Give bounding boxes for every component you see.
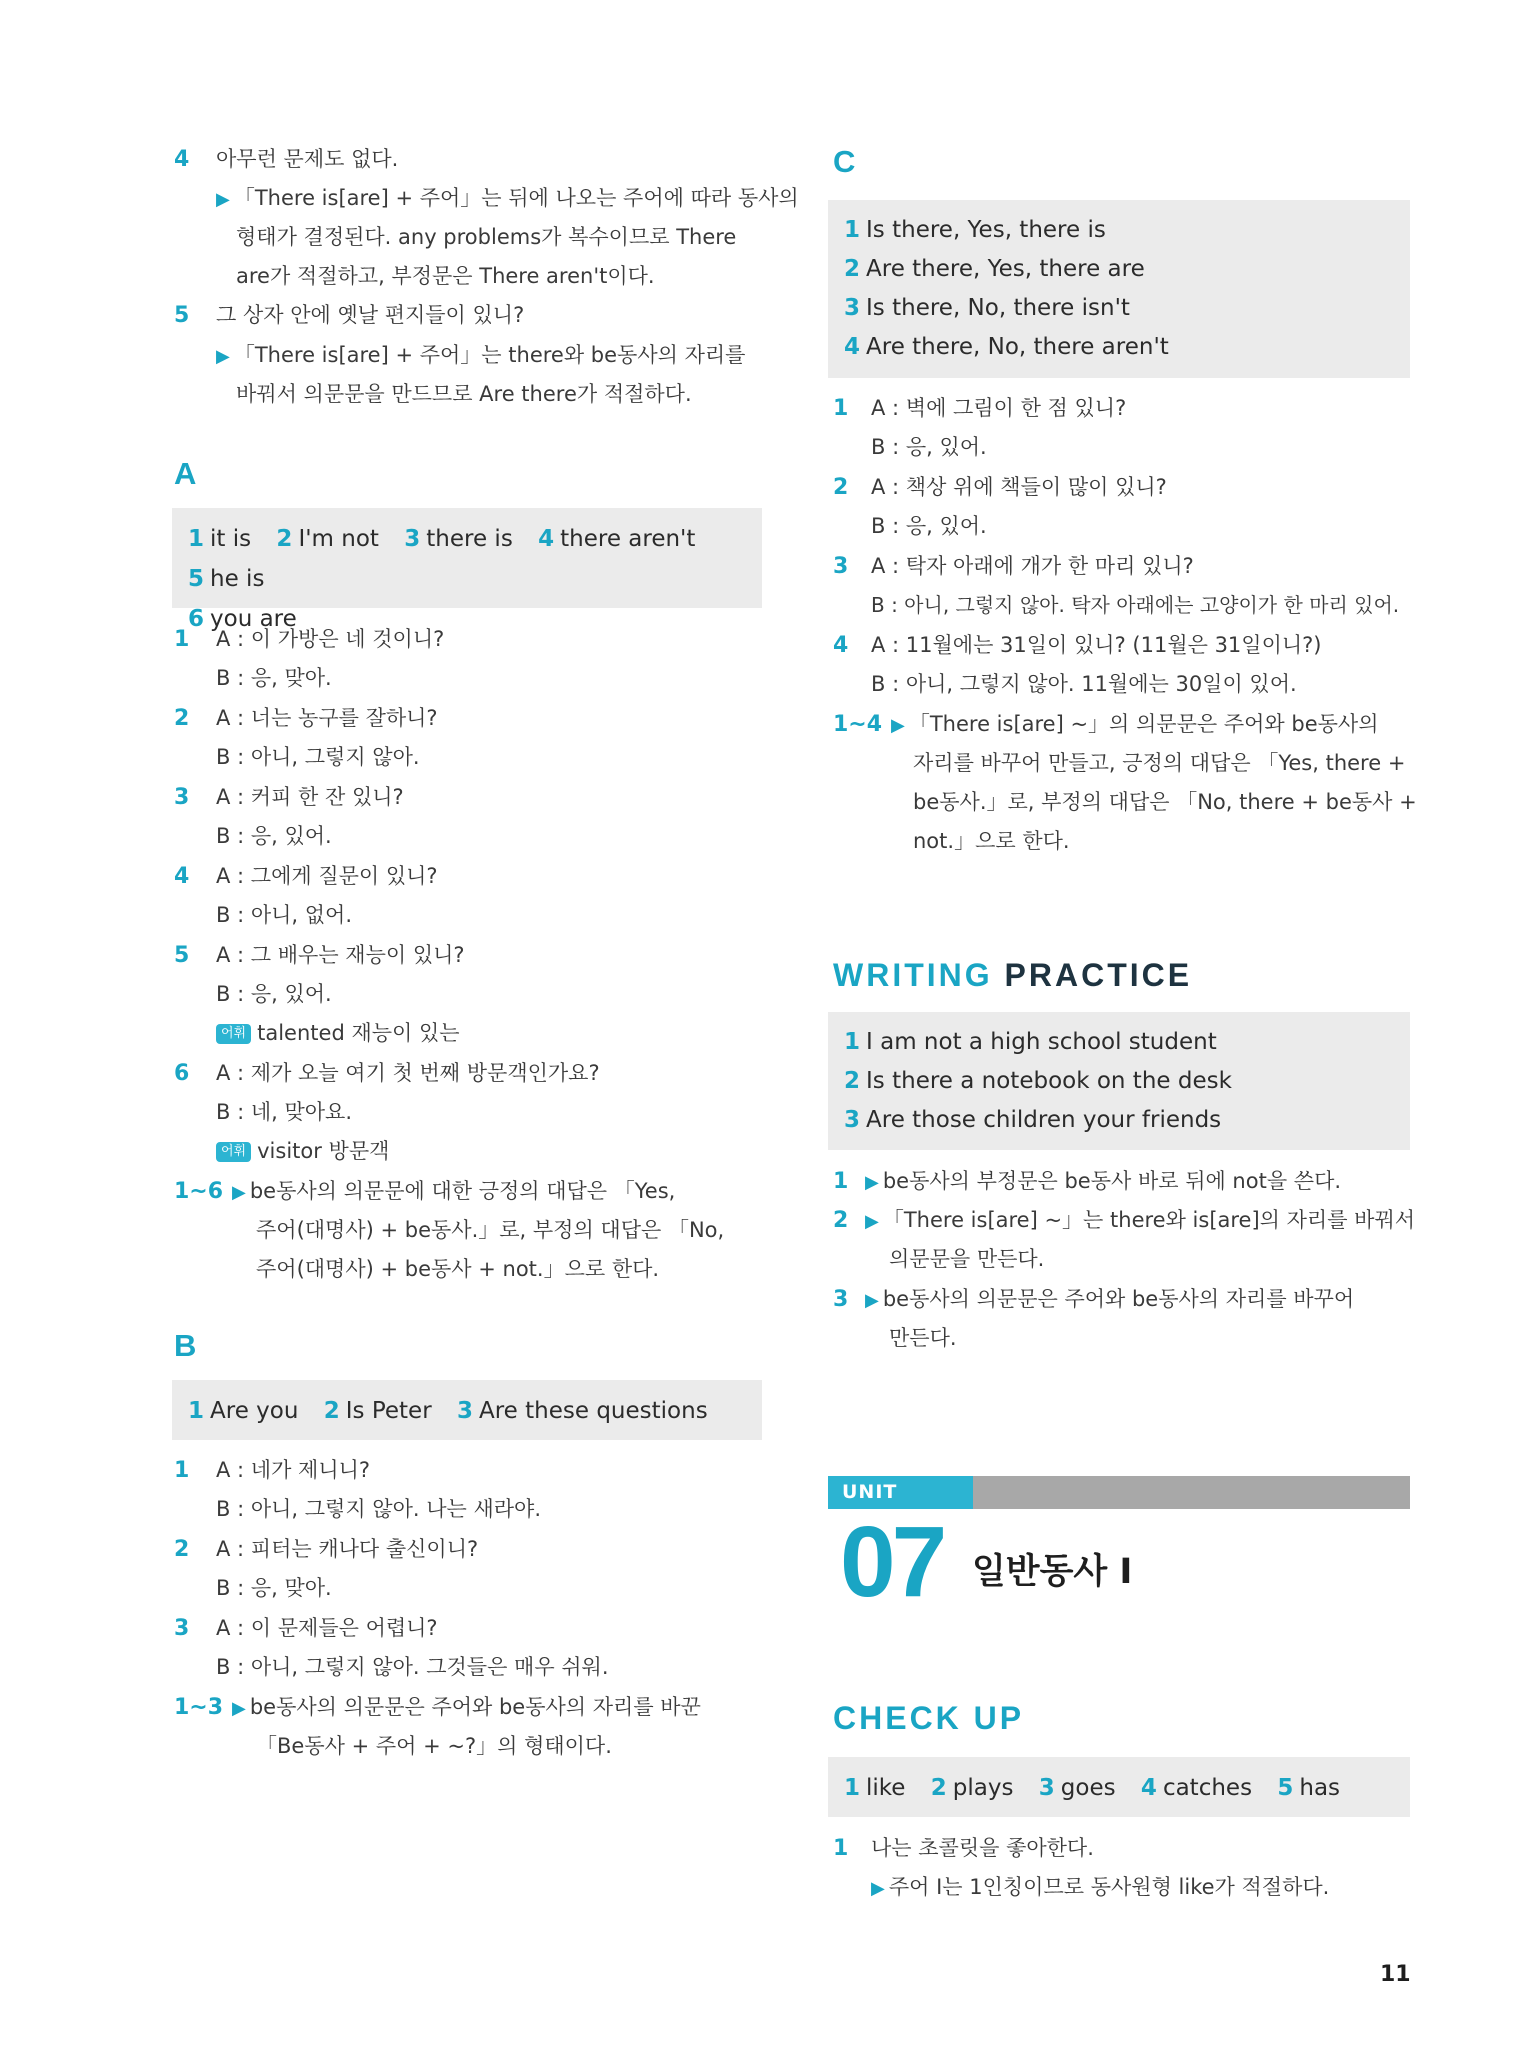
note-line: ▶ be동사의 부정문은 be동사 바로 뒤에 not을 쓴다.: [865, 1169, 1342, 1193]
dialog-a: A : 그 배우는 재능이 있니?: [216, 943, 465, 967]
item-number: 4: [833, 633, 849, 658]
unit-number: 07: [840, 1506, 944, 1618]
dialog-a: A : 너는 농구를 잘하니?: [216, 706, 438, 730]
dialog-b: B : 응, 있어.: [871, 435, 987, 459]
item-number: 2: [833, 475, 849, 500]
note-line: ▶ 「There is[are] + 주어」는 뒤에 나오는 주어에 따라 동사의: [216, 186, 799, 210]
note-line: not.」으로 한다.: [913, 829, 1070, 853]
dialog-a: A : 제가 오늘 여기 첫 번째 방문객인가요?: [216, 1061, 600, 1085]
note-line: 주어(대명사) + be동사.」로, 부정의 대답은 「No,: [256, 1218, 725, 1242]
item-number: 3: [833, 1287, 849, 1312]
note-line: 만든다.: [889, 1326, 957, 1350]
vocab-tag: 어휘: [216, 1024, 251, 1044]
note-line: 의문문을 만든다.: [889, 1247, 1045, 1271]
item-number: 1: [174, 1458, 190, 1483]
item-number: 4: [174, 864, 190, 889]
dialog-b: B : 아니, 그렇지 않아. 그것들은 매우 쉬워.: [216, 1655, 609, 1679]
dialog-b: B : 아니, 없어.: [216, 903, 353, 927]
note-number: 1~3: [174, 1695, 224, 1720]
vocab-tag: 어휘: [216, 1142, 251, 1162]
dialog-a: A : 벽에 그림이 한 점 있니?: [871, 396, 1127, 420]
note-line: 「Be동사 + 주어 + ~?」의 형태이다.: [256, 1734, 612, 1758]
note-line: are가 적절하고, 부정문은 There aren't이다.: [236, 264, 655, 288]
item-number: 1: [833, 1169, 849, 1194]
arrow-icon: ▶: [891, 715, 905, 736]
dialog-b: B : 네, 맞아요.: [216, 1100, 353, 1124]
dialog-b: B : 아니, 그렇지 않아. 11월에는 30일이 있어.: [871, 672, 1297, 696]
item-number: 1: [833, 396, 849, 421]
dialog-a: A : 그에게 질문이 있니?: [216, 864, 438, 888]
note-line: be동사.」로, 부정의 대답은 「No, there + be동사 +: [913, 790, 1417, 814]
answer-box-a: [172, 508, 762, 632]
item-number: 5: [174, 943, 190, 968]
note-line: 형태가 결정된다. any problems가 복수이므로 There: [236, 225, 737, 249]
vocab-line: 어휘 talented 재능이 있는: [216, 1014, 460, 1053]
dialog-b: B : 아니, 그렇지 않아. 탁자 아래에는 고양이가 한 마리 있어.: [871, 593, 1400, 617]
answer-box-c: 1 Is there, Yes, there is 2 Are there, Yes, there are 3 Is there, No, there isn't 4 Are there, No, there aren't: [828, 200, 1410, 378]
unit-title: 일반동사 I: [972, 1552, 1133, 1592]
dialog-a: A : 이 가방은 네 것이니?: [216, 627, 445, 651]
item-text: 나는 초콜릿을 좋아한다.: [871, 1836, 1094, 1860]
dialog-a: A : 이 문제들은 어렵니?: [216, 1616, 438, 1640]
answer-box-writing: 1 I am not a high school student 2 Is there a notebook on the desk 3 Are those children your friends: [828, 1012, 1410, 1150]
dialog-b: B : 응, 맞아.: [216, 1576, 332, 1600]
item-text: 그 상자 안에 옛날 편지들이 있니?: [216, 303, 525, 327]
item-number: 2: [174, 706, 190, 731]
dialog-a: A : 피터는 캐나다 출신이니?: [216, 1537, 479, 1561]
answer-box-checkup: 1 like 2 plays 3 goes 4 catches 5 has: [828, 1757, 1410, 1817]
note-line: ▶ be동사의 의문문은 주어와 be동사의 자리를 바꾸어: [865, 1287, 1355, 1311]
vocab-line: 어휘 visitor 방문객: [216, 1132, 389, 1171]
unit-label: UNIT: [828, 1476, 973, 1509]
item-number: 3: [833, 554, 849, 579]
arrow-icon: ▶: [216, 189, 230, 210]
note-line: ▶ be동사의 의문문에 대한 긍정의 대답은 「Yes,: [232, 1179, 676, 1203]
arrow-icon: ▶: [871, 1878, 885, 1899]
dialog-b: B : 아니, 그렇지 않아. 나는 새라야.: [216, 1497, 541, 1521]
item-number: 2: [833, 1208, 849, 1233]
section-c-heading: C: [833, 144, 856, 179]
dialog-a: A : 커피 한 잔 있니?: [216, 785, 404, 809]
note-line: 바꿔서 의문문을 만드므로 Are there가 적절하다.: [236, 382, 692, 406]
writing-practice-heading: WRITING PRACTICE: [833, 957, 1193, 993]
note-number: 1~6: [174, 1179, 224, 1204]
check-up-heading: CHECK UP: [833, 1700, 1025, 1736]
section-b-heading: B: [174, 1328, 197, 1363]
note-number: 1~4: [833, 712, 883, 737]
dialog-a: A : 네가 제니니?: [216, 1458, 371, 1482]
arrow-icon: ▶: [865, 1211, 879, 1232]
item-number: 1: [174, 627, 190, 652]
note-line: ▶ 「There is[are] ~」는 there와 is[are]의 자리를 바꿔서: [865, 1208, 1416, 1232]
section-a-heading: A: [174, 456, 197, 491]
item-number: 3: [174, 785, 190, 810]
item-number: 3: [174, 1616, 190, 1641]
item-number: 6: [174, 1061, 190, 1086]
arrow-icon: ▶: [865, 1290, 879, 1311]
note-line: ▶ 주어 I는 1인칭이므로 동사원형 like가 적절하다.: [871, 1875, 1330, 1899]
dialog-b: B : 응, 맞아.: [216, 666, 332, 690]
dialog-a: A : 탁자 아래에 개가 한 마리 있니?: [871, 554, 1194, 578]
dialog-b: B : 응, 있어.: [216, 824, 332, 848]
note-line: 주어(대명사) + be동사 + not.」으로 한다.: [256, 1257, 660, 1281]
item-text: 아무런 문제도 없다.: [216, 147, 399, 171]
item-number: 4: [174, 147, 190, 172]
note-line: ▶ 「There is[are] ~」의 의문문은 주어와 be동사의: [891, 712, 1379, 736]
arrow-icon: ▶: [865, 1172, 879, 1193]
arrow-icon: ▶: [232, 1182, 246, 1203]
page-number: 11: [1380, 1962, 1411, 1987]
item-number: 2: [174, 1537, 190, 1562]
note-line: ▶ be동사의 의문문은 주어와 be동사의 자리를 바꾼: [232, 1695, 701, 1719]
dialog-a: A : 11월에는 31일이 있니? (11월은 31일이니?): [871, 633, 1322, 657]
answer-box-b: 1 Are you 2 Is Peter 3 Are these questions: [172, 1380, 762, 1440]
note-line: 자리를 바꾸어 만들고, 긍정의 대답은 「Yes, there +: [913, 751, 1406, 775]
dialog-b: B : 응, 있어.: [871, 514, 987, 538]
answer-line: 6 you are: [188, 606, 297, 632]
answer-line: 1 it is 2 I'm not 3 there is 4 there aren't 5 he is: [188, 526, 696, 592]
item-number: 1: [833, 1836, 849, 1861]
dialog-b: B : 아니, 그렇지 않아.: [216, 745, 420, 769]
arrow-icon: ▶: [232, 1698, 246, 1719]
item-number: 5: [174, 303, 190, 328]
dialog-a: A : 책상 위에 책들이 많이 있니?: [871, 475, 1167, 499]
arrow-icon: ▶: [216, 346, 230, 367]
dialog-b: B : 응, 있어.: [216, 982, 332, 1006]
note-line: ▶ 「There is[are] + 주어」는 there와 be동사의 자리를: [216, 343, 746, 367]
